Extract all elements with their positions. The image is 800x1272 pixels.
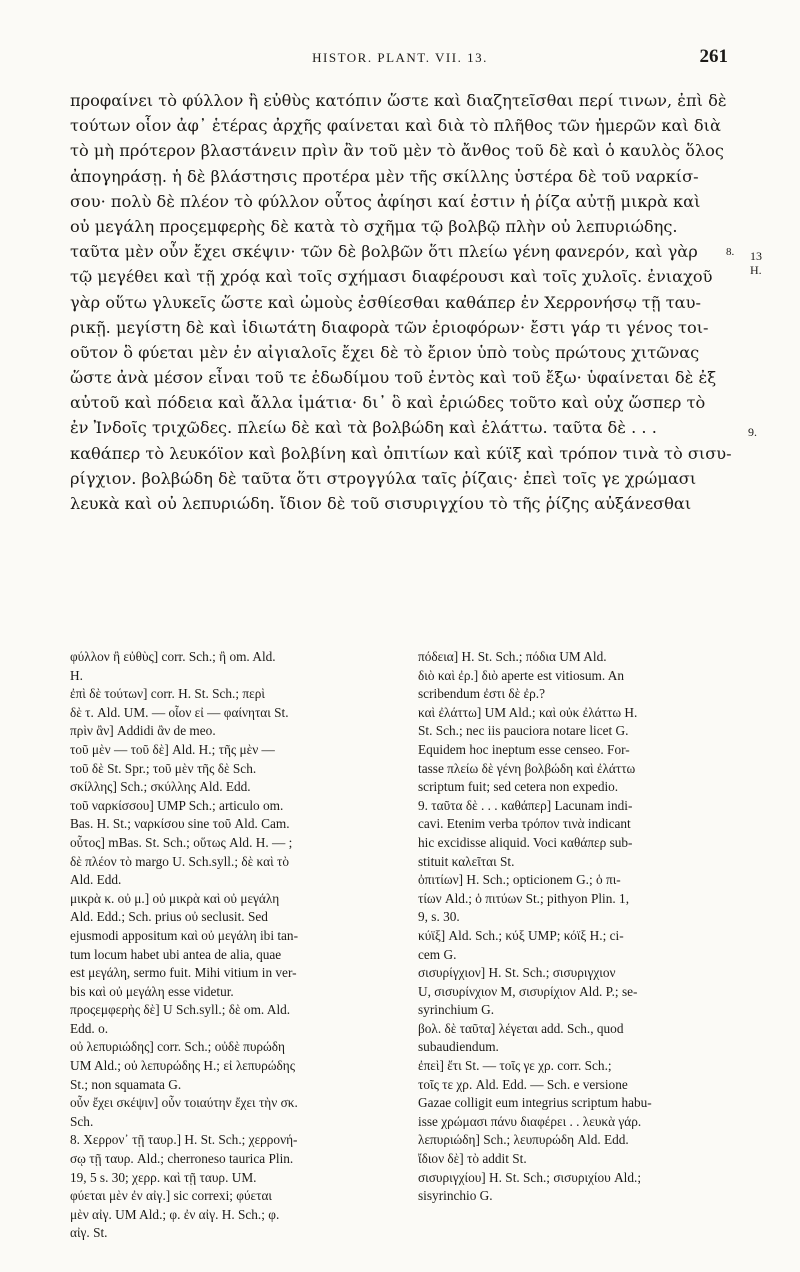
text-line: σου· πολὺ δὲ πλέον τὸ φύλλον οὗτος ἀφίησι καί ἐστιν ἡ ῥίζα αὐτῇ μικρὰ καὶ — [70, 191, 701, 211]
text-line: καθάπερ τὸ λευκόϊον καὶ βολβίνη καὶ ὀπιτίων καὶ κύϊξ καὶ τρόπον τινὰ τὸ σισυ- — [70, 443, 732, 463]
apparatus-line: προςεμφερὴς δὲ] U Sch.syll.; δὲ om. Ald. — [70, 1002, 291, 1018]
text-line: αὐτοῦ καὶ πόδεια καὶ ἄλλα ἱμάτια· δι᾽ ὃ καὶ ἐριώδες τοῦτο καὶ οὐχ ὥσπερ τὸ — [70, 393, 706, 413]
apparatus-line: οὗτος] mBas. St. Sch.; οὕτως Ald. H. — ; — [70, 834, 293, 850]
apparatus-line: τοῦ ναρκίσσου] UMP Sch.; articulo om. — [70, 797, 284, 813]
section-marker-9: 9. — [748, 425, 757, 440]
apparatus-line: cem G. — [418, 946, 457, 962]
apparatus-line: διὸ καὶ ἐρ.] διὸ aperte est vitiosum. An — [418, 667, 624, 683]
page-header — [70, 46, 730, 74]
apparatus-line: φύεται μὲν ἐν αἰγ.] sic correxi; φύεται — [70, 1188, 273, 1204]
apparatus-line: stituit καλεῖται St. — [418, 853, 515, 869]
apparatus-line: Sch. — [70, 1113, 94, 1129]
apparatus-line: καὶ ἐλάττω] UM Ald.; καὶ οὐκ ἐλάττω H. — [418, 704, 638, 720]
text-line: προφαίνει τὸ φύλλον ἢ εὐθὺς κατόπιν ὥστε καὶ διαζητεῖσθαι περί τινων, ἐπὶ δὲ — [70, 91, 727, 110]
apparatus-line: ἴδιον δὲ] τὸ addit St. — [418, 1151, 527, 1167]
apparatus-line: ejusmodi appositum καὶ οὐ μεγάλη ibi tan- — [70, 927, 299, 943]
apparatus-line: ἐπὶ δὲ τούτων] corr. H. St. Sch.; περὶ — [70, 686, 265, 702]
apparatus-line: σισυρίγχιον] H. St. Sch.; σισυριγχιον — [418, 965, 616, 981]
apparatus-line: UM Ald.; οὐ λεπυρώδης H.; εἰ λεπυρώδης — [70, 1058, 296, 1074]
text-line: τὸ μὴ πρότερον βλαστάνειν πρὶν ἂν τοῦ μὲν τὸ ἄνθος τοῦ δὲ καὶ ὁ καυλὸς ὅλος — [70, 141, 724, 161]
apparatus-line: sisyrinchio G. — [418, 1188, 493, 1204]
apparatus-line: Bas. H. St.; ναρκίσου sine τοῦ Ald. Cam. — [70, 816, 290, 832]
main-greek-text — [70, 88, 762, 516]
apparatus-line: ὀπιτίων] H. Sch.; opticionem G.; ὁ πι- — [418, 872, 621, 888]
text-line: ρικῇ. μεγίστη δὲ καὶ ἰδιωτάτη διαφορὰ τῶν ἐριοφόρων· ἔστι γάρ τι γένος τοι- — [70, 317, 709, 337]
apparatus-line: syrinchium G. — [418, 1002, 495, 1018]
running-head: HISTOR. PLANT. VII. 13. — [312, 50, 488, 65]
apparatus-line: ἐπεὶ] ἔτι St. — τοῖς γε χρ. corr. Sch.; — [418, 1058, 612, 1074]
apparatus-line: πρὶν ἂν] Addidi ἂν de meo. — [70, 723, 216, 739]
apparatus-line: σισυριγχίου] H. St. Sch.; σισυριχίου Ald.; — [418, 1169, 642, 1185]
text-line: γὰρ οὕτω γλυκεῖς ὥστε καὶ ὠμοὺς ἐσθίεσθαι καθάπερ ἐν Χερρονήσῳ τῇ ταυ- — [70, 292, 701, 312]
apparatus-line: hic excidisse aliquid. Voci καθάπερ sub- — [418, 834, 633, 850]
apparatus-line: est μεγάλη, sermo fuit. Mihi vitium in ver- — [70, 965, 297, 981]
text-line: ταῦτα μὲν οὖν ἔχει σκέψιν· τῶν δὲ βολβῶν ὅτι πλείω γένη φανερόν, καὶ γὰρ — [70, 242, 698, 262]
apparatus-line: St. Sch.; nec iis pauciora notare licet G. — [418, 723, 629, 739]
apparatus-line: Ald. Edd. — [70, 872, 122, 888]
apparatus-line: 8. Χερρον᾽ τῇ ταυρ.] H. St. Sch.; χερρονή- — [70, 1132, 298, 1148]
apparatus-line: βολ. δὲ ταῦτα] λέγεται add. Sch., quod — [418, 1020, 624, 1036]
apparatus-line: Edd. ο. — [70, 1020, 109, 1036]
apparatus-line: Equidem hoc ineptum esse censeo. For- — [418, 741, 630, 757]
apparatus-line: U, σισυρίνχιον M, σισυρίχιον Ald. P.; se- — [418, 983, 638, 999]
apparatus-line: αἰγ. St. — [70, 1225, 108, 1241]
text-line: οὐ μεγάλη προςεμφερὴς δὲ κατὰ τὸ σχῆμα τῷ βολβῷ πλὴν οὐ λεπυριώδης. — [70, 216, 678, 236]
apparatus-line: λεπυριώδη] Sch.; λευπυρώδη Ald. Edd. — [418, 1132, 629, 1148]
apparatus-line: τοῖς τε χρ. Ald. Edd. — Sch. e versione — [418, 1076, 628, 1092]
apparatus-line: πόδεια] H. St. Sch.; πόδια UM Ald. — [418, 649, 607, 664]
apparatus-line: 9. ταῦτα δὲ . . . καθάπερ] Lacunam indi- — [418, 797, 633, 813]
apparatus-line: μὲν αἰγ. UM Ald.; φ. ἐν αἰγ. H. Sch.; φ. — [70, 1206, 280, 1222]
apparatus-line: subaudiendum. — [418, 1039, 499, 1055]
text-line: τῷ μεγέθει καὶ τῇ χρόᾳ καὶ τοῖς σχήμασι διαφέρουσι καὶ τοῖς χυλοῖς. ἐνιαχοῦ — [70, 267, 713, 287]
text-line: ρίγχιον. βολβώδη δὲ ταῦτα ὅτι στρογγύλα ταῖς ῥίζαις· ἐπεὶ τοῖς γε χρώμασι — [70, 468, 697, 488]
apparatus-line: μικρὰ κ. οὐ μ.] οὐ μικρὰ καὶ οὐ μεγάλη — [70, 890, 280, 906]
apparatus-line: tum locum habet ubi antea de alia, quae — [70, 946, 282, 962]
apparatus-line: Ald. Edd.; Sch. prius οὐ seclusit. Sed — [70, 909, 268, 925]
apparatus-line: bis καὶ οὐ μεγάλη esse videtur. — [70, 983, 234, 999]
apparatus-line: τοῦ μὲν — τοῦ δὲ] Ald. H.; τῆς μὲν — — [70, 741, 275, 757]
apparatus-line: tasse πλείω δὲ γένη βολβώδη καὶ ἐλάττω — [418, 760, 636, 776]
apparatus-line: οὖν ἔχει σκέψιν] οὖν τοιαύτην ἔχει τὴν σκ. — [70, 1095, 298, 1111]
text-line: οῦτον ὃ φύεται μὲν ἐν αἰγιαλοῖς ἔχει δὲ τὸ ἔριον ὑπὸ τοὺς πρώτους χιτῶνας — [70, 342, 700, 362]
apparatus-line: 9, s. 30. — [418, 909, 460, 925]
apparatus-line: St.; non squamata G. — [70, 1076, 182, 1092]
apparatus-line: cavi. Etenim verba τρόπον τινὰ indicant — [418, 816, 631, 832]
apparatus-line: σῳ τῇ ταυρ. Ald.; cherroneso taurica Plin. — [70, 1151, 294, 1167]
text-line: ἐν Ἰνδοῖς τριχῶδες. πλείω δὲ καὶ τὰ βολβώδη καὶ ἐλάττω. ταῦτα δὲ . . . — [70, 418, 657, 438]
apparatus-line: scribendum ἐστι δὲ ἐρ.? — [418, 686, 545, 702]
chapter-marker-13: 13 H. — [750, 249, 762, 278]
notes-right-column — [418, 648, 728, 1206]
apparatus-line: τίων Ald.; ὁ πιτύων St.; pithyon Plin. 1, — [418, 890, 630, 906]
apparatus-line: οὐ λεπυριώδης] corr. Sch.; οὐδὲ πυρώδη — [70, 1039, 286, 1055]
text-line: ὥστε ἀνὰ μέσον εἶναι τοῦ τε ἐδωδίμου τοῦ ἐντὸς καὶ τοῦ ἔξω· ὑφαίνεται δὲ ἐξ — [70, 368, 717, 388]
section-marker-8: 8. — [726, 246, 735, 259]
page-number: 261 — [699, 46, 728, 67]
apparatus-line: H. — [70, 667, 83, 683]
apparatus-line: δὲ πλέον τὸ margo U. Sch.syll.; δὲ καὶ τὸ — [70, 853, 289, 869]
apparatus-line: 19, 5 s. 30; χερρ. καὶ τῇ ταυρ. UM. — [70, 1169, 257, 1185]
notes-left-column — [70, 648, 380, 1243]
apparatus-line: δὲ τ. Ald. UM. — οἷον εἰ — φαίνηται St. — [70, 704, 289, 720]
text-line: ἀπογηράσῃ. ἡ δὲ βλάστησις προτέρα μὲν τῆς σκίλλης ὑστέρα δὲ τοῦ ναρκίσ- — [70, 166, 699, 186]
apparatus-line: σκίλλης] Sch.; σκύλλης Ald. Edd. — [70, 779, 251, 795]
apparatus-line: τοῦ δὲ St. Spr.; τοῦ μὲν τῆς δὲ Sch. — [70, 760, 257, 776]
apparatus-line: Gazae colligit eum integrius scriptum habu- — [418, 1095, 652, 1111]
apparatus-line: scriptum fuit; sed cetera non expedio. — [418, 779, 619, 795]
apparatus-line: isse χρώμασι πάνυ διαφέρει . . λευκὰ γάρ. — [418, 1113, 642, 1129]
text-line: τούτων οἷον ἀφ᾽ ἑτέρας ἀρχῆς φαίνεται καὶ διὰ τὸ πλῆθος τῶν ἡμερῶν καὶ διὰ — [70, 116, 721, 136]
text-line: λευκὰ καὶ οὐ λεπυριώδη. ἴδιον δὲ τοῦ σισυριγχίου τὸ τῆς ῥίζης αὐξάνεσθαι — [70, 494, 692, 513]
apparatus-line: φύλλον ἢ εὐθὺς] corr. Sch.; ἢ om. Ald. — [70, 649, 276, 664]
apparatus-line: κύϊξ] Ald. Sch.; κύξ UMP; κόϊξ H.; ci- — [418, 927, 624, 943]
